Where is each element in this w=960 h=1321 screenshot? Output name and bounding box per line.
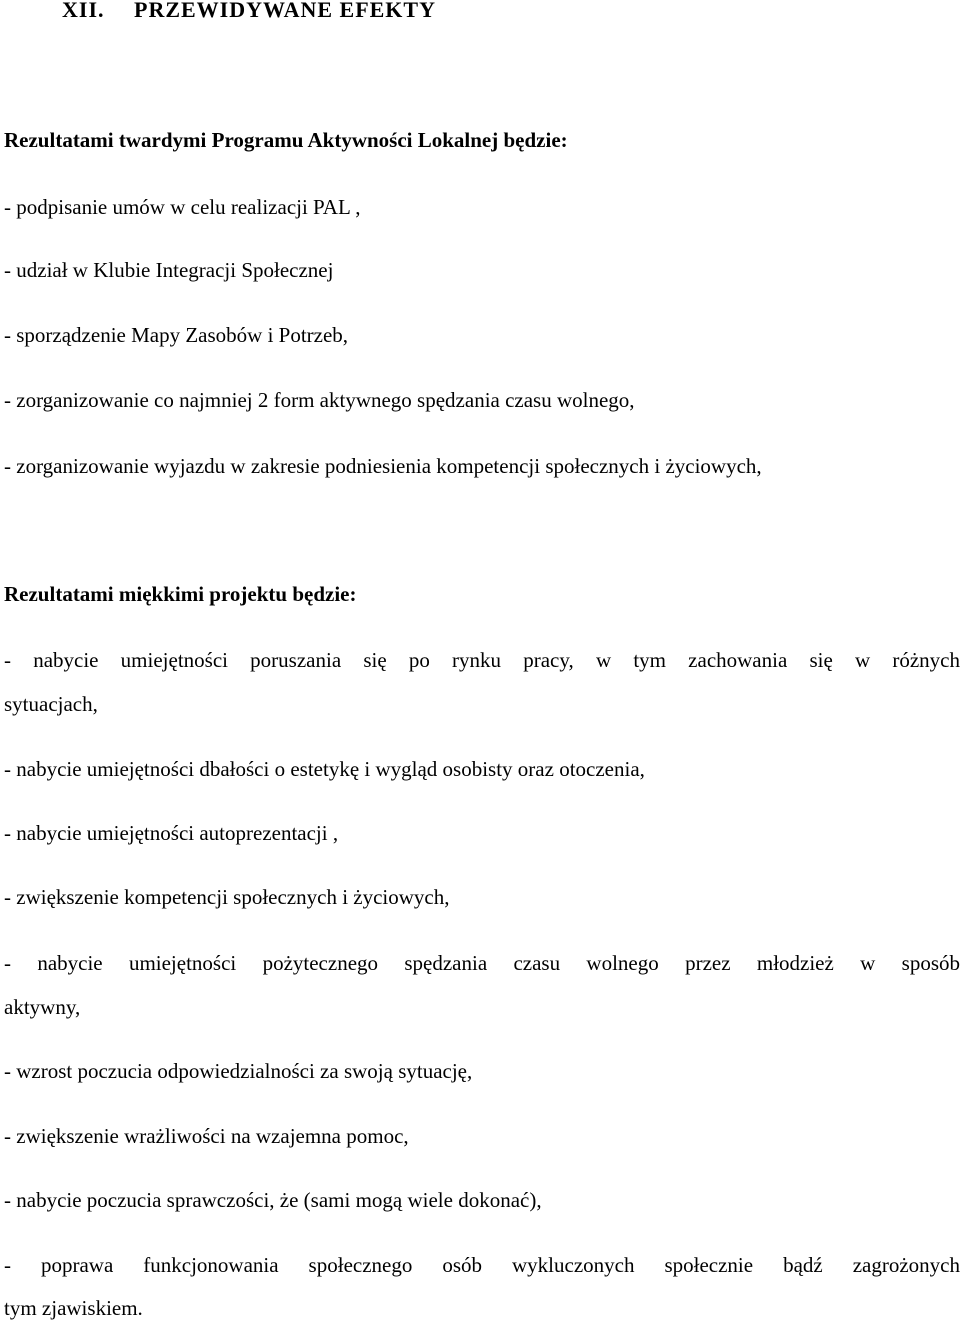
hard-results-title: Rezultatami twardymi Programu Aktywności Lokalnej będzie:: [4, 128, 568, 152]
soft-results-title: Rezultatami miękkimi projektu będzie:: [4, 582, 357, 606]
hard-result-item: - zorganizowanie wyjazdu w zakresie podniesienia kompetencji społecznych i życiowych,: [4, 454, 762, 478]
soft-result-item: - nabycie umiejętności pożytecznego spędzania czasu wolnego przez młodzież w sposób: [4, 951, 960, 975]
section-number: XII.: [62, 0, 105, 22]
soft-result-item-continuation: sytuacjach,: [4, 692, 98, 716]
soft-result-item: - zwiększenie wrażliwości na wzajemna pomoc,: [4, 1124, 409, 1148]
hard-result-item: - podpisanie umów w celu realizacji PAL ,: [4, 195, 361, 219]
soft-result-item-continuation: aktywny,: [4, 995, 81, 1019]
soft-result-item: - nabycie umiejętności autoprezentacji ,: [4, 821, 339, 845]
hard-result-item: - sporządzenie Mapy Zasobów i Potrzeb,: [4, 323, 349, 347]
soft-result-item-continuation: tym zjawiskiem.: [4, 1296, 143, 1320]
soft-result-item: - nabycie poczucia sprawczości, że (sami mogą wiele dokonać),: [4, 1188, 542, 1212]
soft-result-item: - wzrost poczucia odpowiedzialności za swoją sytuację,: [4, 1059, 473, 1083]
section-heading: [4, 0, 436, 24]
soft-result-item: - poprawa funkcjonowania społecznego osób wykluczonych społecznie bądź zagrożonych: [4, 1253, 960, 1277]
soft-result-item: - nabycie umiejętności dbałości o estetykę i wygląd osobisty oraz otoczenia,: [4, 757, 645, 781]
soft-result-item: - zwiększenie kompetencji społecznych i życiowych,: [4, 885, 450, 909]
hard-result-item: - zorganizowanie co najmniej 2 form aktywnego spędzania czasu wolnego,: [4, 388, 635, 412]
hard-result-item: - udział w Klubie Integracji Społecznej: [4, 258, 334, 282]
soft-result-item: - nabycie umiejętności poruszania się po rynku pracy, w tym zachowania się w różnych: [4, 648, 960, 672]
section-title: PRZEWIDYWANE EFEKTY: [134, 0, 436, 22]
